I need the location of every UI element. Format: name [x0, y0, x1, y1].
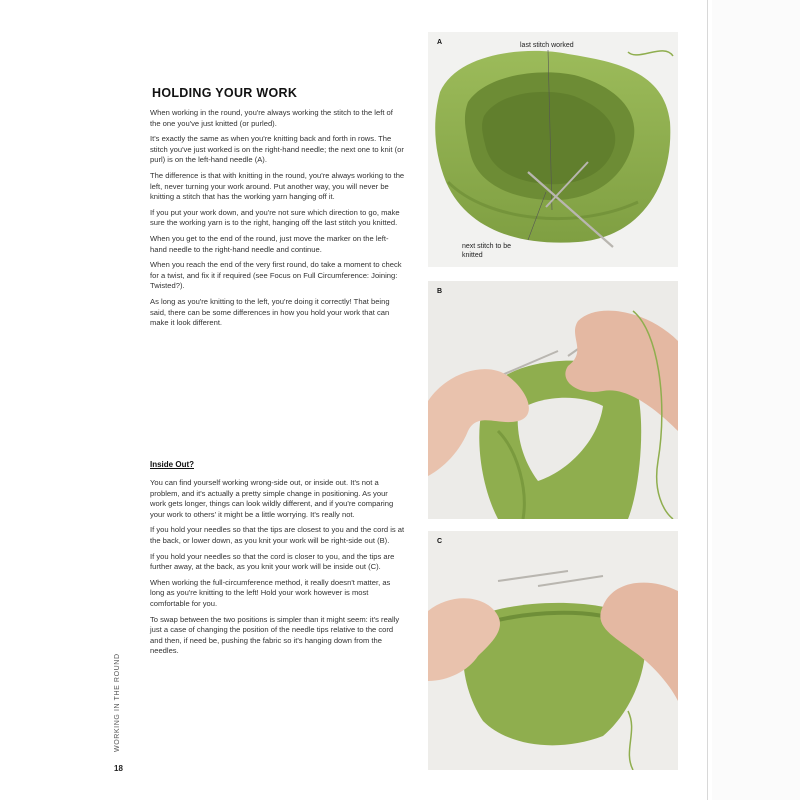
paragraph: To swap between the two positions is simpler than it might seem: it's really just a case of changing the position of the needle tips relative to the cord and then, if need be, pushing the fabric so it's hanging down from the needles. — [150, 614, 400, 656]
main-text-column — [150, 108, 405, 334]
callout-next-stitch-line1: next stitch to be — [462, 243, 512, 250]
paragraph: When working the full-circumference method, it really doesn't matter, as long as you're knitting to the left! Hold your work however is most comfortable for you. — [150, 577, 391, 608]
callout-next-stitch — [462, 242, 511, 260]
paragraph: When working in the round, you're always working the stitch to the left of the one you've just knitted (or purled). — [150, 108, 393, 128]
hands-knitting-inside-out — [428, 531, 678, 770]
page-title: HOLDING YOUR WORK — [152, 86, 298, 100]
inside-out-text-column — [150, 478, 405, 662]
photo-a — [428, 32, 678, 267]
paragraph: It's exactly the same as when you're knitting back and forth in rows. The stitch you've just worked is on the right-hand needle; the next one to knit (or purl) is on the left-hand needle (A). — [150, 134, 404, 165]
knitted-cowl-illustration — [428, 32, 678, 267]
paragraph: When you reach the end of the very first round, do take a moment to check for a twist, and fix it if required (see Focus on Full Circumference: Joining: Twisted?). — [150, 260, 402, 291]
callout-last-stitch: last stitch worked — [520, 42, 574, 49]
section-running-head: WORKING IN THE ROUND — [114, 653, 121, 752]
page-gutter-line — [707, 0, 708, 800]
paragraph: As long as you're knitting to the left, you're doing it correctly! That being said, there can be some differences in how you hold your work that can make it look different. — [150, 296, 390, 328]
photo-c-label: C — [437, 538, 443, 545]
paragraph: The difference is that with knitting in the round, you're always working to the left, never turning your work around. Put another way, you will never be knitting a stitch that has the working yarn hanging off it. — [150, 170, 405, 202]
photo-b-label: B — [437, 288, 443, 295]
paragraph: You can find yourself working wrong-side out, or inside out. It's not a problem, and it's actually a pretty simple change in positioning. As your work gets longer, things can look wildly different, and if you're comparing your work to others' it might be a little worrying. It's really not. — [150, 478, 394, 519]
hands-knitting-right-side-out — [428, 281, 678, 519]
page-number: 18 — [114, 764, 123, 773]
paragraph: When you get to the end of the round, just move the marker on the left-hand needle to the right-hand needle and continue. — [150, 233, 389, 254]
photo-c — [428, 531, 678, 770]
adjacent-page-edge — [712, 0, 800, 800]
paragraph: If you hold your needles so that the tips are closest to you and the cord is at the back, or lower down, as you knit your work will be right-side out (B). — [150, 525, 405, 545]
inside-out-heading: Inside Out? — [150, 460, 194, 469]
photo-b — [428, 281, 678, 519]
callout-next-stitch-line2: knitted — [462, 252, 483, 259]
photo-a-label: A — [437, 39, 443, 46]
paragraph: If you put your work down, and you're not sure which direction to go, make sure the working yarn is to the right, hanging off the last stitch you knitted. — [150, 207, 400, 228]
paragraph: If you hold your needles so that the cord is closer to you, and the tips are further away, at the back, as you knit your work will be inside out (C). — [150, 551, 395, 572]
